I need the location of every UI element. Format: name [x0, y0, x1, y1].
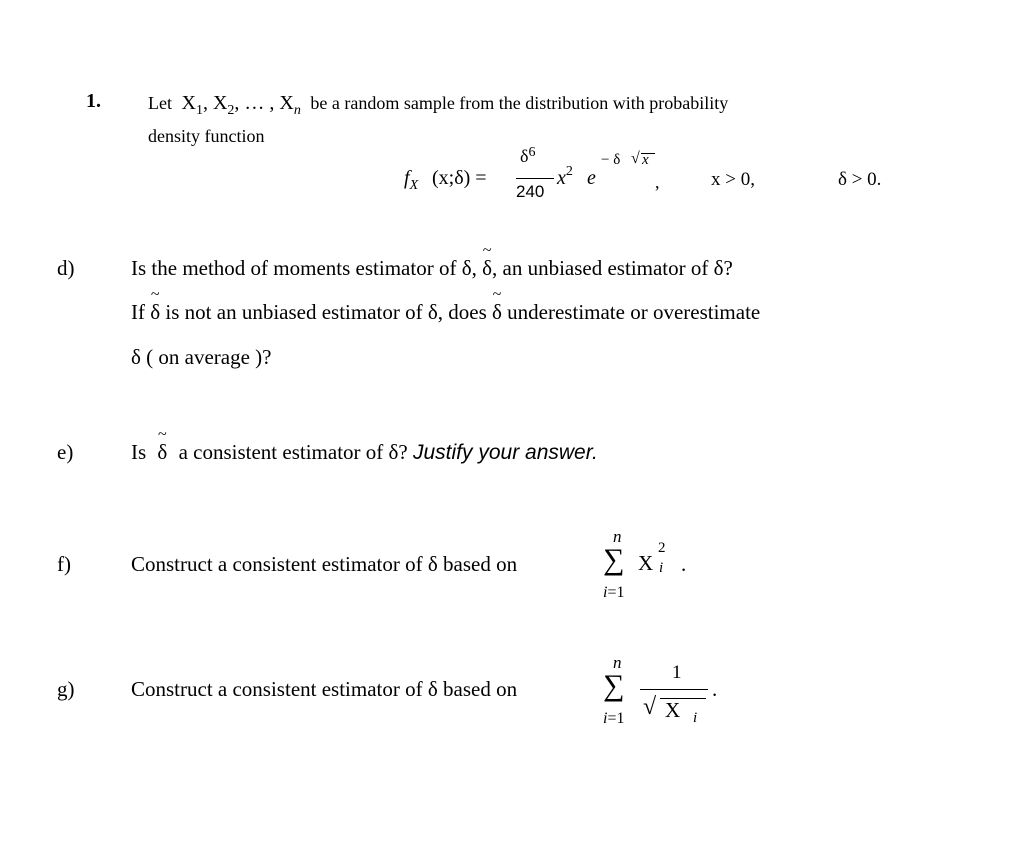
part-d-line1: Is the method of moments estimator of δ, ~ δ, an unbiased estimator of δ?	[131, 256, 733, 281]
part-g-sum-top: n	[613, 653, 622, 672]
part-g-end: .	[712, 677, 718, 701]
pdf-comma: ,	[655, 172, 660, 192]
problem-number: 1.	[86, 90, 101, 112]
pdf-args: (x;δ) =	[432, 167, 487, 189]
part-f-sum-bottom: i=1	[603, 584, 625, 601]
pdf-lhs: f	[404, 167, 410, 189]
pdf-exponent: − δ	[601, 152, 621, 168]
part-g-denom-sub: i	[693, 710, 698, 726]
part-g-sum-symbol: ∑	[603, 669, 625, 702]
part-g-fraction-line	[640, 689, 708, 690]
part-g-sqrt-symbol: √	[643, 694, 657, 720]
pdf-exponent-sqrt: √	[631, 150, 640, 167]
pdf-condition-delta: δ > 0.	[838, 169, 882, 190]
part-f-sum-top: n	[613, 527, 622, 546]
part-d-line2: If ~ δ is not an unbiased estimator of δ, does ~ δ underestimate or overestimate	[131, 300, 760, 325]
part-e-text: Is ~ δ a consistent estimator of δ? Justify your answer.	[131, 440, 598, 465]
problem-intro-line2: density function	[148, 126, 265, 146]
sample-sequence: $X_1$, $X_2$, … , $X_n$	[176, 92, 301, 118]
part-f-end: .	[681, 552, 687, 576]
pdf-condition-x: x > 0,	[711, 169, 755, 190]
part-g-denom: X	[665, 698, 681, 722]
part-f-text: Construct a consistent estimator of δ based on	[131, 552, 518, 576]
part-f-label: f)	[57, 552, 71, 576]
delta-tilde: ~ δ	[157, 440, 167, 465]
part-g-text: Construct a consistent estimator of δ based on	[131, 677, 518, 701]
part-d-line3: δ ( on average )?	[131, 345, 272, 369]
part-d-label: d)	[57, 256, 75, 280]
part-g-label: g)	[57, 677, 75, 701]
problem-intro-line1	[148, 92, 729, 118]
part-g-sum-bottom: i=1	[603, 710, 625, 727]
pdf-denominator: 240	[516, 182, 545, 201]
part-f-sum-symbol: ∑	[603, 543, 625, 576]
pdf-numerator: $\delta^6$	[520, 145, 536, 166]
pdf-fraction-line	[516, 178, 554, 179]
part-g-numerator: 1	[672, 662, 682, 683]
delta-tilde: ~ δ	[482, 256, 492, 281]
delta-tilde: ~ δ	[150, 300, 160, 325]
part-e-label: e)	[57, 440, 74, 464]
intro-let: Let	[148, 93, 172, 113]
pdf-e-term: e	[587, 167, 596, 189]
justify-prompt: Justify your answer.	[413, 441, 598, 464]
part-f-term-sup: 2	[658, 540, 666, 556]
part-f-term: X	[638, 551, 654, 575]
pdf-lhs-sub: X	[409, 178, 419, 193]
part-f-term-sub: i	[659, 560, 664, 576]
delta-tilde: ~ δ	[492, 300, 502, 325]
intro-rest: be a random sample from the distribution with probability	[310, 93, 729, 113]
pdf-x-term: $x^2$	[557, 164, 573, 189]
pdf-exponent-sqrt-arg: x	[642, 152, 649, 168]
